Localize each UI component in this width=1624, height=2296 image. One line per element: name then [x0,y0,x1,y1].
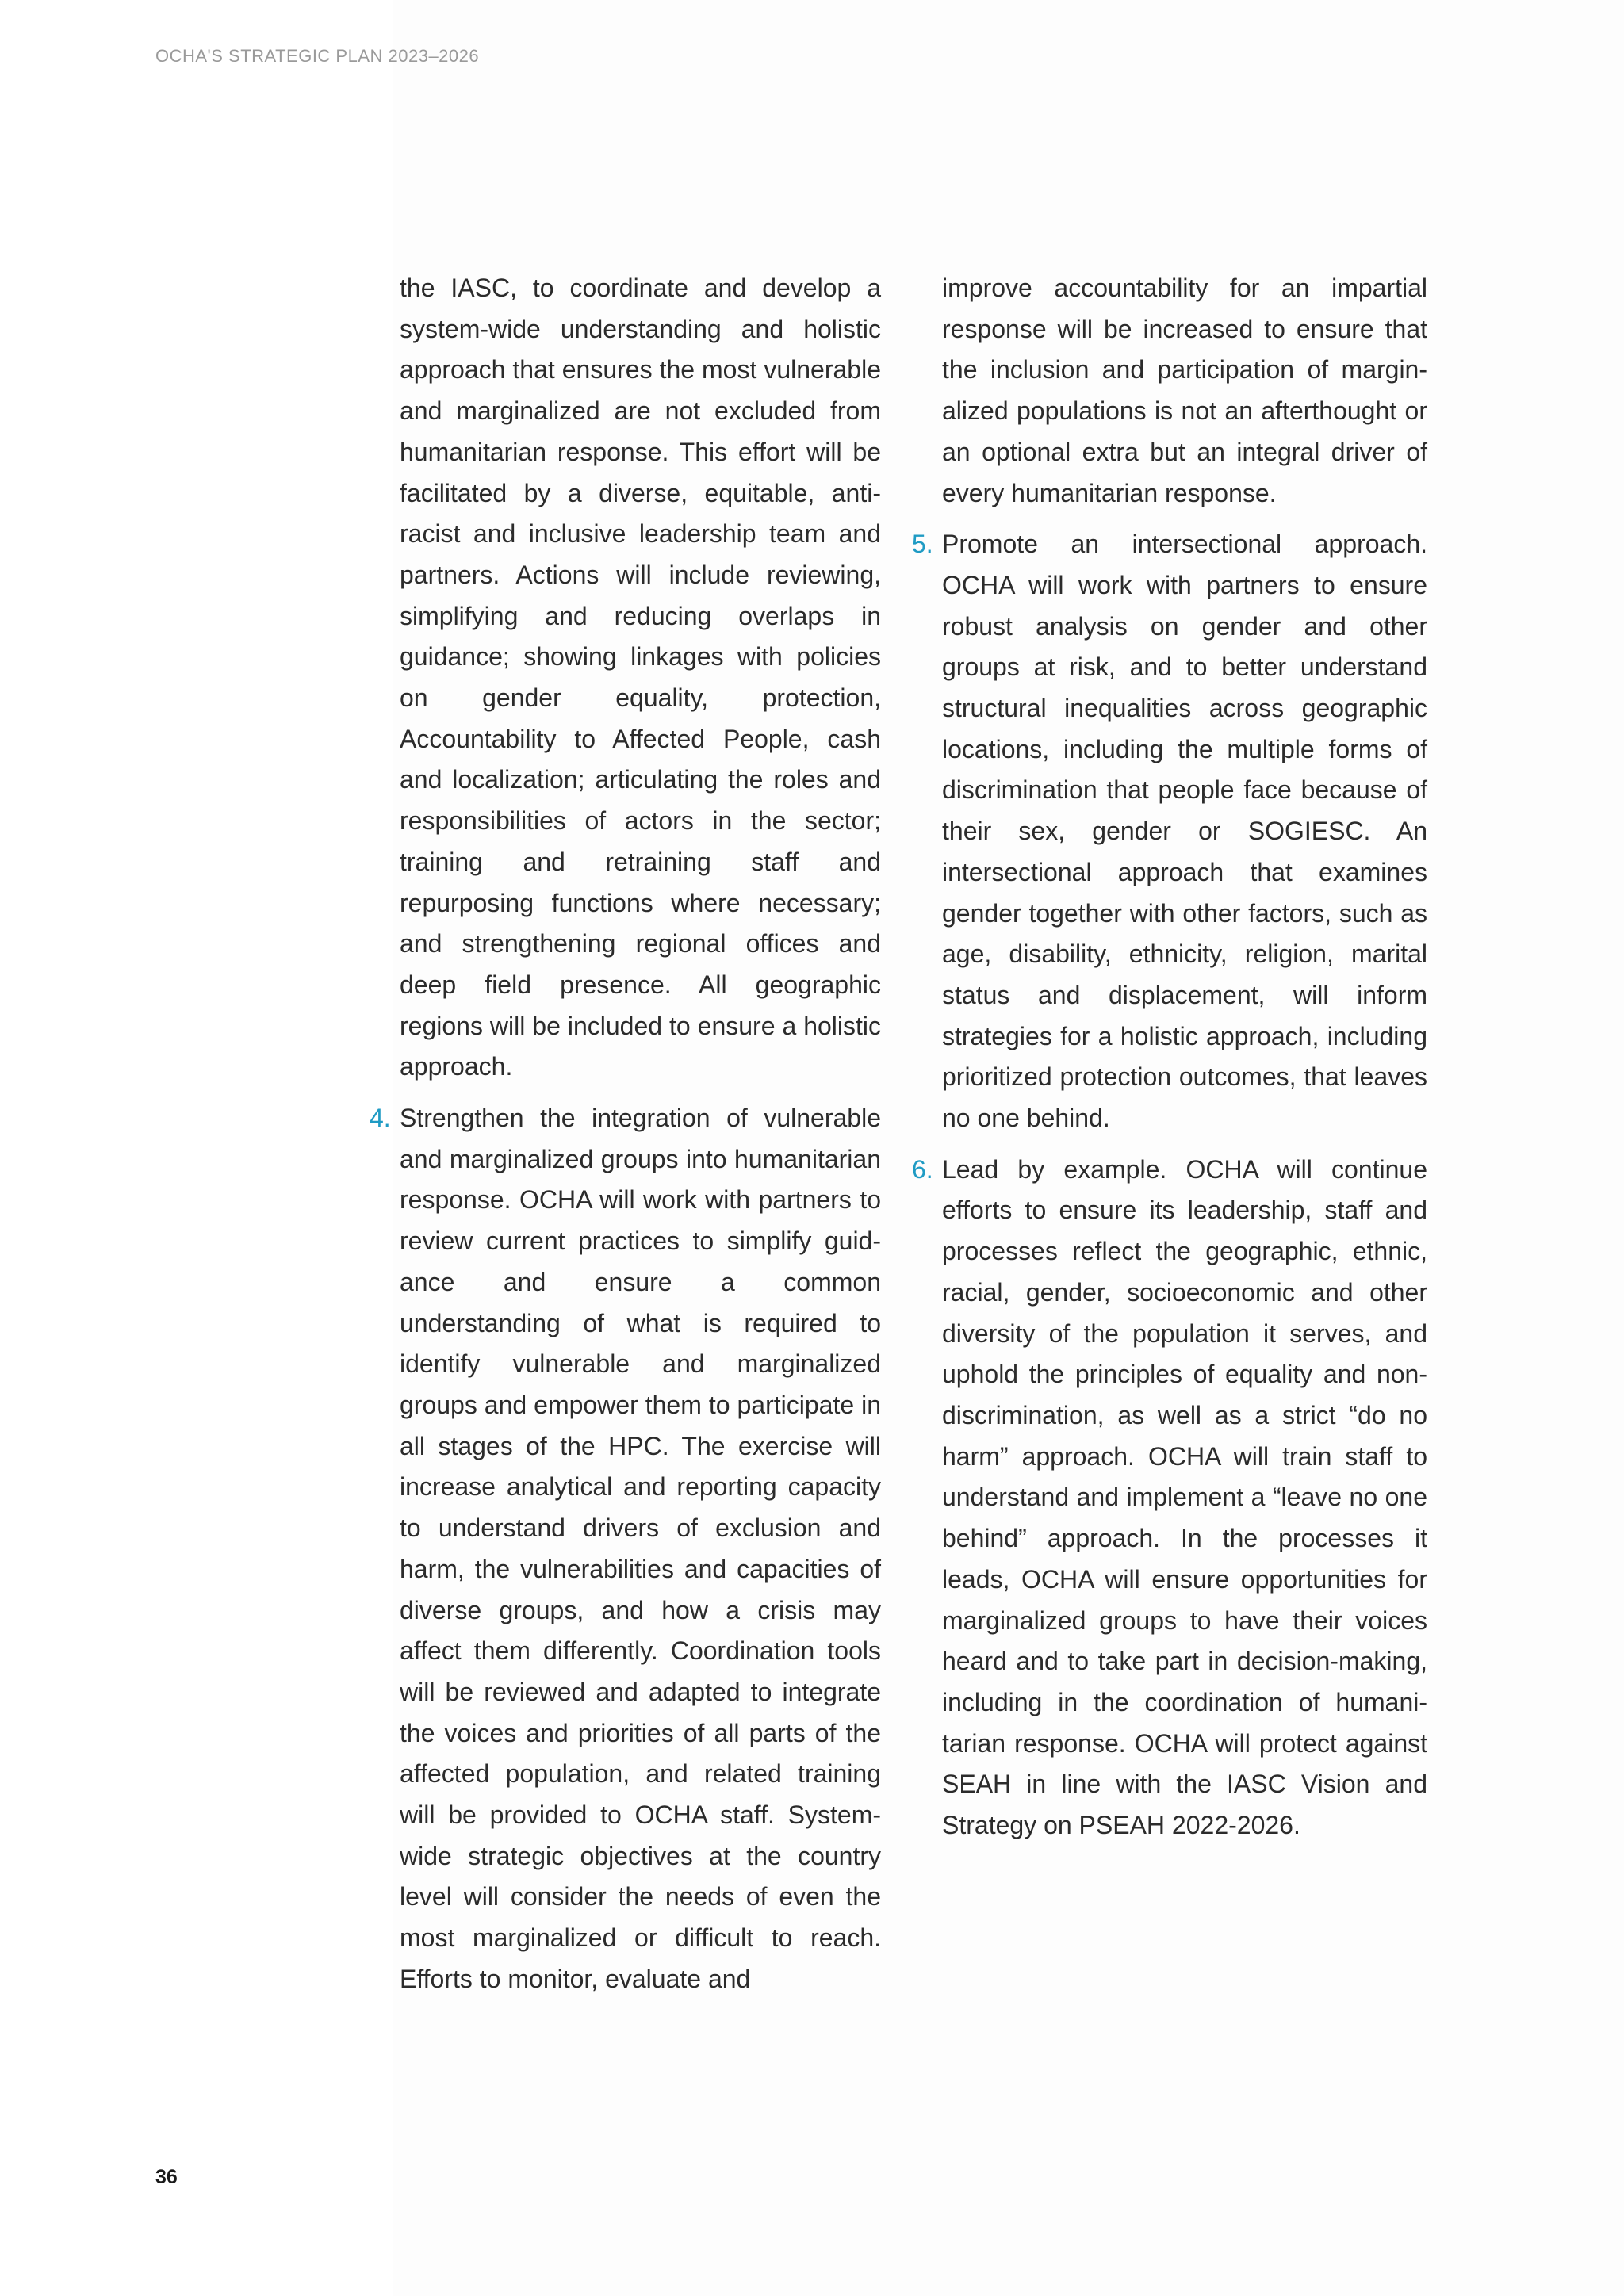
list-item-text: Lead by example. OCHA will continue efforts to ensure its leadership, staff and processes reflect the geographic, ethnic, racial, gender, socioeconomic and other diversity of the population it serves, and uphold the principles of equality and non-discrimination, as well as a strict “do no harm” approach. OCHA will train staff to understand and implement a “leave no one behind” approach. In the processes it leads, OCHA will ensure opportunities for marginalized groups to have their voices heard and to take part in decision-making, including in the coordination of humanitarian response. OCHA will protect against SEAH in line with the IASC Vision and Strategy on PSEAH 2022-2026. [942,1154,1427,1840]
list-number: 5. [912,530,933,559]
list-number: 6. [912,1154,933,1184]
right-column [912,268,1427,1846]
continuation-paragraph: the IASC, to coordinate and develop a system-wide understanding and holistic approach that ensures the most vulnerable and marginalized are not excluded from humanitarian response. This effort will be facilitated by a diverse, equitable, anti-racist and inclusive leadership team and partners. Actions will include reviewing, simplifying and reducing overlaps in guidance; showing linkages with policies on gender equality, protection, Accountability to Affected People, cash and localization; articulating the roles and responsibilities of actors in the sector; training and retraining staff and repurposing functions where necessary; and strengthening regional offices and deep field presence. All geographic regions will be included to ensure a holistic approach. [400,274,881,1081]
list-item-text: Promote an intersectional approach. OCHA will work with partners to ensure robust analysis on gender and other groups at risk, and to better understand structural inequalities across geographic locations, including the multiple forms of discrimination that people face because of their sex, gender or SOGIESC. An intersectional approach that examines gender together with other factors, such as age, disability, ethnicity, religion, marital status and displacement, will inform strategies for a holistic approach, including prioritized protection outcomes, that leaves no one behind. [942,530,1427,1133]
left-column [370,268,881,2000]
list-number: 4. [370,1104,391,1133]
list-item-4 [370,1098,881,1999]
continuation-paragraph: improve accountability for an impartial response will be increased to ensure that the inclusion and participation of marginalized populations is not an afterthought or an optional extra but an integral driver of every humanitarian response. [942,274,1427,507]
running-header: OCHA'S STRATEGIC PLAN 2023–2026 [155,46,480,66]
list-item-6 [912,1150,1427,1846]
page-number: 36 [155,2166,178,2188]
list-item-text: Strengthen the integration of vulnerable and marginalized groups into humanitarian response. OCHA will work with partners to review current practices to simplify guidance and ensure a common understanding of what is required to identify vulnerable and marginalized groups and empower them to participate in all stages of the HPC. The exercise will increase analytical and reporting capacity to understand drivers of exclusion and harm, the vulnerabilities and capacities of diverse groups, and how a crisis may affect them differently. Coordination tools will be reviewed and adapted to integrate the voices and priorities of all parts of the affected population, and related training will be provided to OCHA staff. System-wide strategic objectives at the country level will consider the needs of even the most marginalized or difficult to reach. Efforts to monitor, evaluate and [400,1104,881,1993]
list-item-5 [912,524,1427,1139]
